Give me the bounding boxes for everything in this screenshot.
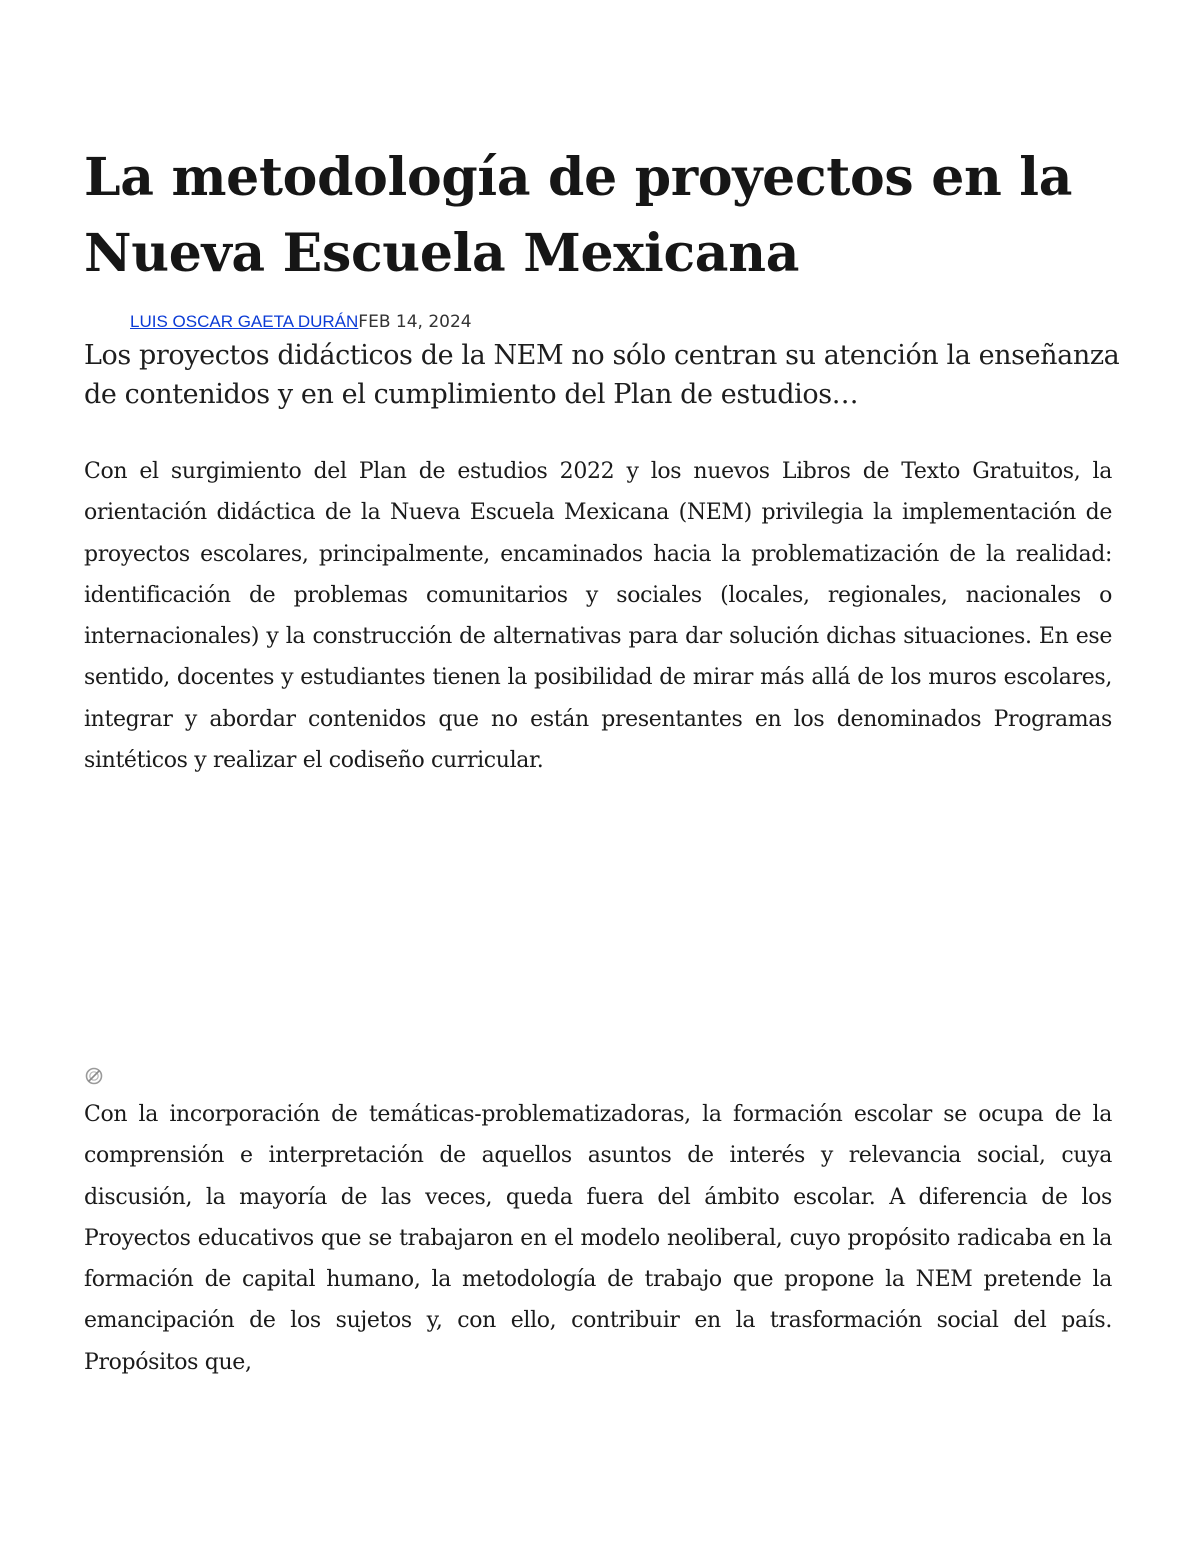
publish-date: FEB 14, 2024 [358, 312, 472, 332]
byline [130, 310, 472, 334]
broken-image-icon [84, 1066, 104, 1086]
article-title: La metodología de proyectos en la Nueva Escuela Mexicana [84, 147, 1073, 284]
article-subtitle: Los proyectos didácticos de la NEM no sólo centran su atención la enseñanza de contenidos y en el cumplimiento del Plan de estudios… [84, 340, 1120, 410]
paragraph-1: Con el surgimiento del Plan de estudios 2022 y los nuevos Libros de Texto Gratuitos, la orientación didáctica de la Nueva Escuela Mexicana (NEM) privilegia la implementación de proyectos escolares, principalmente, encaminados hacia la problematización de la realidad: identificación de problemas comunitarios y sociales (locales, regionales, nacionales o internacionales) y la construcción de alternativas para dar solución dichas situaciones. En ese sentido, docentes y estudiantes tienen la posibilidad de mirar más allá de los muros escolares, integrar y abordar contenidos que no están presentantes en los denominados Programas sintéticos y realizar el codiseño curricular. [84, 459, 1112, 774]
paragraph-2: Con la incorporación de temáticas-problematizadoras, la formación escolar se ocupa de la comprensión e interpretación de aquellos asuntos de interés y relevancia social, cuya discusión, la mayoría de las veces, queda fuera del ámbito escolar. A diferencia de los Proyectos educativos que se trabajaron en el modelo neoliberal, cuyo propósito radicaba en la formación de capital humano, la metodología de trabajo que propone la NEM pretende la emancipación de los sujetos y, con ello, contribuir en la trasformación social del país. Propósitos que, [84, 1102, 1112, 1375]
author-link[interactable]: LUIS OSCAR GAETA DURÁN [130, 312, 359, 331]
